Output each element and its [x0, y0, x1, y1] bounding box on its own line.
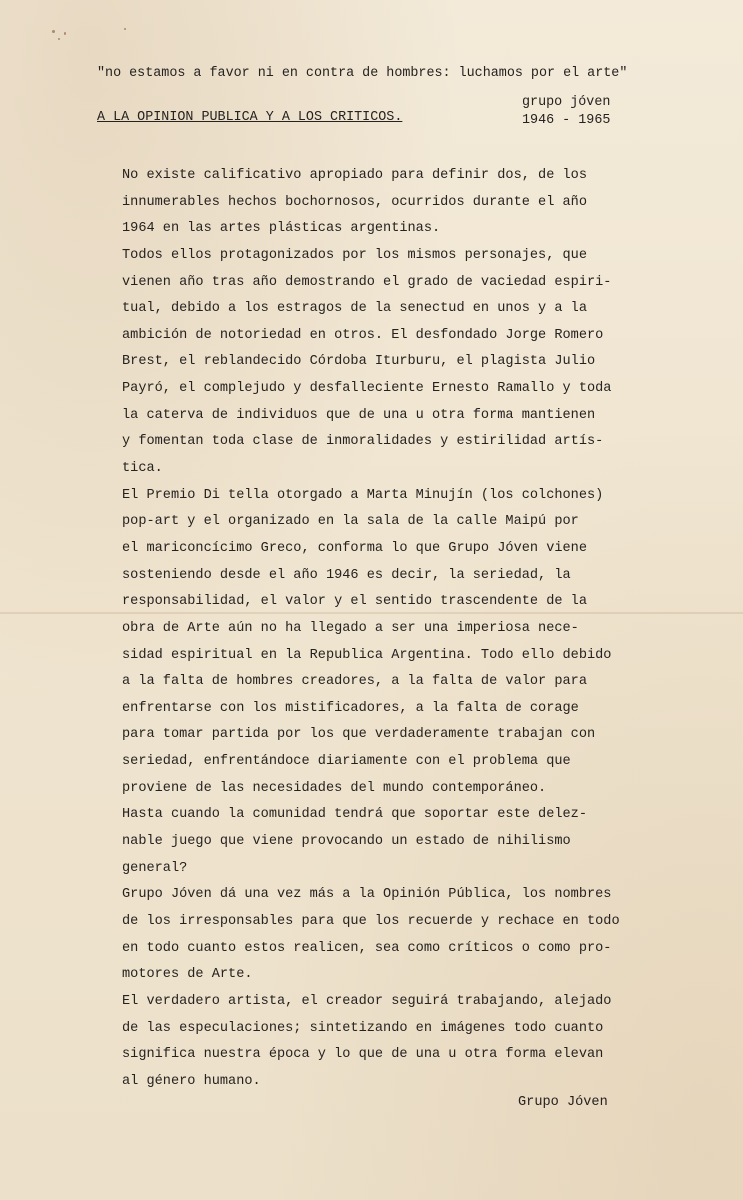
body-line: enfrentarse con los mistificadores, a la falta de corage	[122, 700, 579, 716]
body-line: en todo cuanto estos realicen, sea como críticos o como pro-	[122, 940, 612, 956]
body-line: ambición de notoriedad en otros. El desfondado Jorge Romero	[122, 327, 604, 343]
body-line: de las especulaciones; sintetizando en imágenes todo cuanto	[122, 1020, 604, 1036]
body-line: general?	[122, 860, 188, 876]
body-line: Hasta cuando la comunidad tendrá que soportar este delez-	[122, 807, 587, 823]
body-line: significa nuestra época y lo que de una u otra forma elevan	[122, 1047, 604, 1063]
body-line: a la falta de hombres creadores, a la falta de valor para	[122, 674, 587, 690]
body-line: seriedad, enfrentándoce diariamente con el problema que	[122, 754, 571, 770]
body-line: motores de Arte.	[122, 967, 253, 983]
group-name: grupo jóven	[522, 95, 611, 110]
body-line: y fomentan toda clase de inmoralidades y estirilidad artís-	[122, 434, 604, 450]
group-years: 1946 - 1965	[522, 113, 611, 128]
ink-spot	[124, 28, 126, 30]
body-line: al género humano.	[122, 1073, 261, 1089]
body-line: sidad espiritual en la Republica Argentina. Todo ello debido	[122, 647, 612, 663]
body-line: Grupo Jóven dá una vez más a la Opinión Pública, los nombres	[122, 887, 612, 903]
ink-spot	[64, 32, 66, 35]
body-line: pop-art y el organizado en la sala de la calle Maipú por	[122, 514, 579, 530]
body-line: Brest, el reblandecido Córdoba Iturburu, el plagista Julio	[122, 354, 596, 370]
body-line: de los irresponsables para que los recuerde y rechace en todo	[122, 913, 620, 929]
document-body	[122, 163, 622, 1095]
body-line: obra de Arte aún no ha llegado a ser una imperiosa nece-	[122, 620, 579, 636]
body-line: responsabilidad, el valor y el sentido trascendente de la	[122, 594, 587, 610]
group-header	[522, 94, 622, 130]
document-title: A LA OPINION PUBLICA Y A LOS CRITICOS.	[97, 110, 403, 125]
body-line: proviene de las necesidades del mundo contemporáneo.	[122, 780, 547, 796]
motto: "no estamos a favor ni en contra de hombres: luchamos por el arte"	[97, 66, 628, 81]
body-line: 1964 en las artes plásticas argentinas.	[122, 221, 441, 237]
signature: Grupo Jóven	[518, 1095, 608, 1110]
body-line: No existe calificativo apropiado para definir dos, de los	[122, 168, 587, 183]
body-line: la caterva de individuos que de una u otra forma mantienen	[122, 407, 596, 423]
body-line: Payró, el complejudo y desfalleciente Ernesto Ramallo y toda	[122, 381, 612, 397]
body-line: El Premio Di tella otorgado a Marta Minujín (los colchones)	[122, 487, 604, 503]
body-line: el mariconcícimo Greco, conforma lo que Grupo Jóven viene	[122, 540, 587, 556]
body-line: Todos ellos protagonizados por los mismos personajes, que	[122, 247, 587, 263]
ink-spot	[52, 30, 55, 33]
ink-spot	[58, 38, 60, 40]
body-line: nable juego que viene provocando un estado de nihilismo	[122, 834, 571, 850]
body-line: sosteniendo desde el año 1946 es decir, la seriedad, la	[122, 567, 571, 583]
body-line: El verdadero artista, el creador seguirá trabajando, alejado	[122, 993, 612, 1009]
body-line: innumerables hechos bochornosos, ocurridos durante el año	[122, 194, 587, 210]
body-line: vienen año tras año demostrando el grado de vaciedad espiri-	[122, 274, 612, 290]
body-line: tica.	[122, 461, 163, 477]
body-line: tual, debido a los estragos de la senectud en unos y a la	[122, 301, 587, 317]
body-line: para tomar partida por los que verdaderamente trabajan con	[122, 727, 596, 743]
